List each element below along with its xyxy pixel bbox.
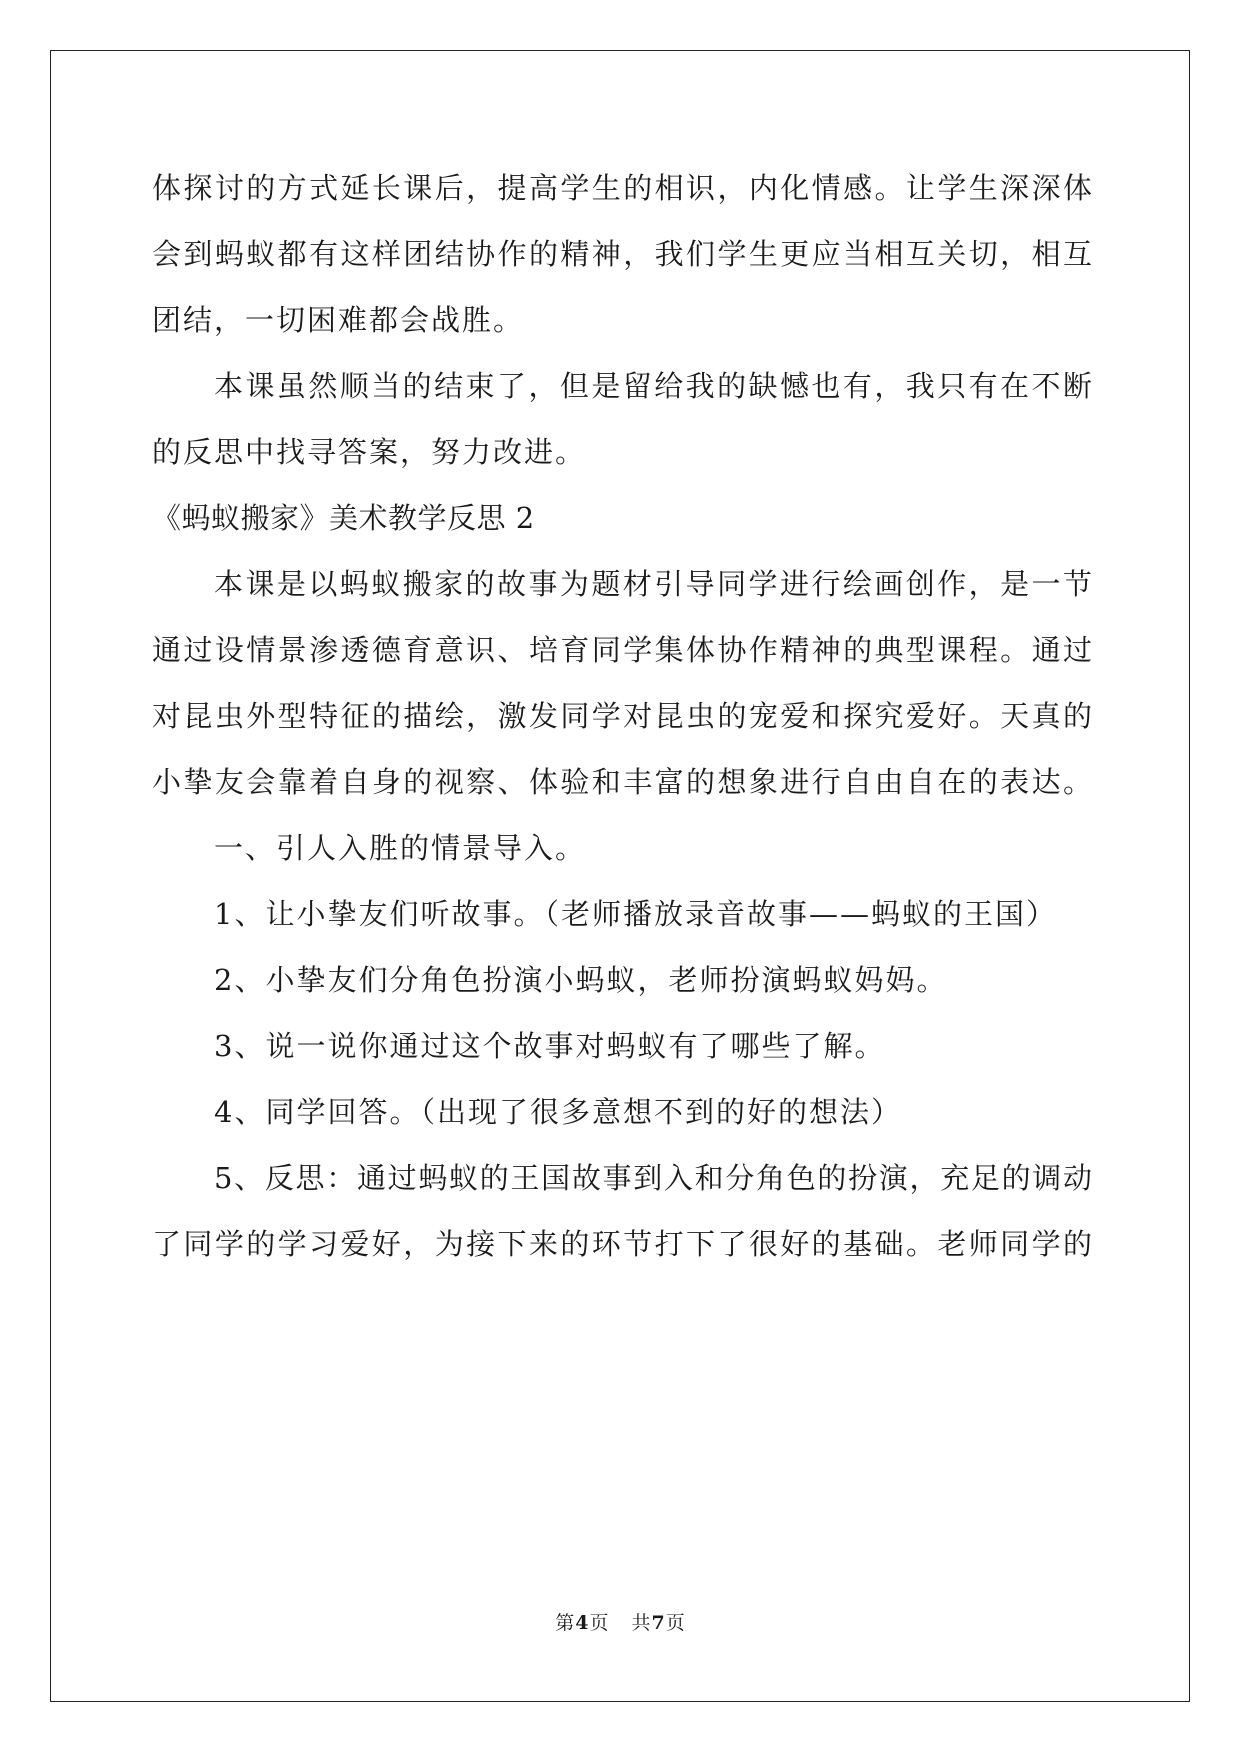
page-suffix: 页 — [589, 1612, 610, 1634]
page-prefix: 第 — [555, 1612, 576, 1634]
paragraph-line: 本课虽然顺当的结束了，但是留给我的缺憾也有，我只有在不断 — [214, 369, 1092, 403]
paragraph-line: 团结，一切困难都会战胜。 — [152, 303, 525, 337]
total-prefix: 共 — [631, 1612, 652, 1634]
list-item: 4、同学回答。（出现了很多意想不到的好的想法） — [214, 1095, 902, 1129]
list-item: 3、说一说你通过这个故事对蚂蚁有了哪些了解。 — [214, 1029, 886, 1063]
list-item: 一、引人入胜的情景导入。 — [214, 831, 587, 865]
page-footer — [0, 1608, 1241, 1635]
paragraph-line: 的反思中找寻答案，努力改进。 — [152, 435, 587, 469]
section-heading: 《蚂蚁搬家》美术教学反思 2 — [152, 501, 535, 535]
page-current: 4 — [575, 1612, 590, 1634]
list-item: 5、反思：通过蚂蚁的王国故事到入和分角色的扮演，充足的调动 — [214, 1161, 1092, 1195]
paragraph-line: 小挚友会靠着自身的视察、体验和丰富的想象进行自由自在的表达。 — [152, 765, 1092, 799]
total-suffix: 页 — [665, 1612, 686, 1634]
paragraph-line: 通过设情景渗透德育意识、培育同学集体协作精神的典型课程。通过 — [152, 633, 1092, 667]
list-item: 1、让小挚友们听故事。（老师播放录音故事——蚂蚁的王国） — [214, 897, 1057, 931]
paragraph-line: 对昆虫外型特征的描绘，激发同学对昆虫的宠爱和探究爱好。天真的 — [152, 699, 1092, 733]
paragraph-line: 会到蚂蚁都有这样团结协作的精神，我们学生更应当相互关切，相互 — [152, 237, 1092, 271]
paragraph-line: 体探讨的方式延长课后，提高学生的相识，内化情感。让学生深深体 — [152, 171, 1092, 205]
page-total: 7 — [651, 1612, 666, 1634]
paragraph-line: 本课是以蚂蚁搬家的故事为题材引导同学进行绘画创作，是一节 — [214, 567, 1092, 601]
list-item: 2、小挚友们分角色扮演小蚂蚁，老师扮演蚂蚁妈妈。 — [214, 963, 948, 997]
paragraph-line: 了同学的学习爱好，为接下来的环节打下了很好的基础。老师同学的 — [152, 1227, 1092, 1261]
document-body — [152, 155, 1092, 1277]
